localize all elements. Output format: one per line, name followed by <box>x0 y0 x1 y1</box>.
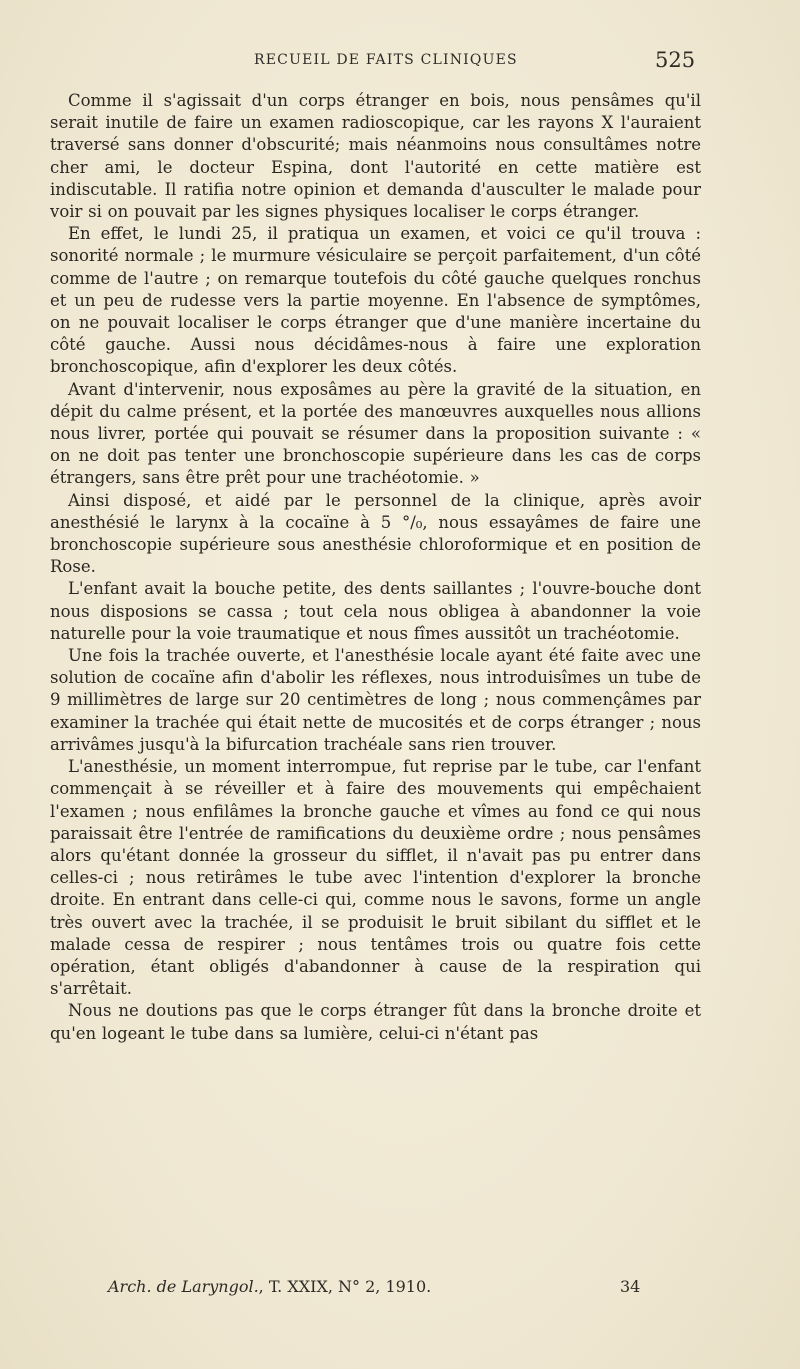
body-text <box>50 90 701 1045</box>
journal-title: Arch. de Laryngol. <box>108 1277 259 1296</box>
paragraph: Comme il s'agissait d'un corps étranger en bois, nous pensâmes qu'il serait inutile de faire un examen radioscopique, car les rayons X l'auraient traversé sans donner d'obscurité; mais néanmoins nous consultâmes notre cher ami, le docteur Espina, dont l'autorité en cette matière est indiscutable. Il ratifia notre opinion et demanda d'ausculter le malade pour voir si on pouvait par les signes physiques localiser le corps étranger. <box>50 91 701 222</box>
running-title: RECUEIL DE FAITS CLINIQUES <box>254 52 518 68</box>
page-header <box>0 50 800 74</box>
paragraph: Avant d'intervenir, nous exposâmes au père la gravité de la situation, en dépit du calme présent, et la portée des manœuvres auxquelles nous allions nous livrer, portée qui pouvait se résumer dans la proposition suivante : « on ne doit pas tenter une bronchoscopie supérieure dans les cas de corps étrangers, sans être prêt pour une trachéotomie. » <box>50 379 701 488</box>
page-footer <box>0 1277 800 1301</box>
page-number: 525 <box>655 48 696 72</box>
paragraph: En effet, le lundi 25, il pratiqua un examen, et voici ce qu'il trouva : sonorité normale ; le murmure vésiculaire se perçoit parfaitement, d'un côté comme de l'autre ; on remarque toutefois du côté gauche quelques ronchus et un peu de rudesse vers la partie moyenne. En l'absence de symptômes, on ne pouvait localiser le corps étranger que d'une manière incertaine du côté gauche. Aussi nous décidâmes-nous à faire une exploration bronchoscopique, afin d'explorer les deux côtés. <box>50 224 701 377</box>
journal-reference <box>108 1277 431 1296</box>
paragraph: L'anesthésie, un moment interrompue, fut reprise par le tube, car l'enfant commençait à se réveiller et à faire des mouvements qui empêchaient l'examen ; nous enfilâmes la bronche gauche et vîmes au fond ce qui nous paraissait être l'entrée de ramifications du deuxième ordre ; nous pensâmes alors qu'étant donnée la grosseur du sifflet, il n'avait pas pu entrer dans celles-ci ; nous retirâmes le tube avec l'intention d'explorer la bronche droite. En entrant dans celle-ci qui, comme nous le savons, forme un angle très ouvert avec la trachée, il se produisit le bruit sibilant du sifflet et le malade cessa de respirer ; nous tentâmes trois ou quatre fois cette opération, étant obligés d'abandonner à cause de la respiration qui s'arrêtait. <box>50 757 701 999</box>
journal-volume: , T. XXIX, N° 2, 1910. <box>258 1277 432 1296</box>
paragraph: Une fois la trachée ouverte, et l'anesthésie locale ayant été faite avec une solution de cocaïne afin d'abolir les réflexes, nous introduisîmes un tube de 9 millimètres de large sur 20 centimètres de long ; nous commençâmes par examiner la trachée qui était nette de mucosités et de corps étranger ; nous arrivâmes jusqu'à la bifurcation trachéale sans rien trouver. <box>50 646 701 754</box>
paragraph: L'enfant avait la bouche petite, des dents saillantes ; l'ouvre-bouche dont nous disposions se cassa ; tout cela nous obligea à abandonner la voie naturelle pour la voie traumatique et nous fîmes aussitôt un trachéotomie. <box>50 579 701 643</box>
signature-mark: 34 <box>620 1277 641 1296</box>
paragraph: Nous ne doutions pas que le corps étranger fût dans la bronche droite et qu'en logeant le tube dans sa lumière, celui-ci n'étant pas <box>50 1001 701 1043</box>
paragraph: Ainsi disposé, et aidé par le personnel de la clinique, après avoir anesthésié le larynx à la cocaïne à 5 °/₀, nous essayâmes de faire une bronchoscopie supérieure sous anesthésie chloroformique et en position de Rose. <box>50 490 701 577</box>
